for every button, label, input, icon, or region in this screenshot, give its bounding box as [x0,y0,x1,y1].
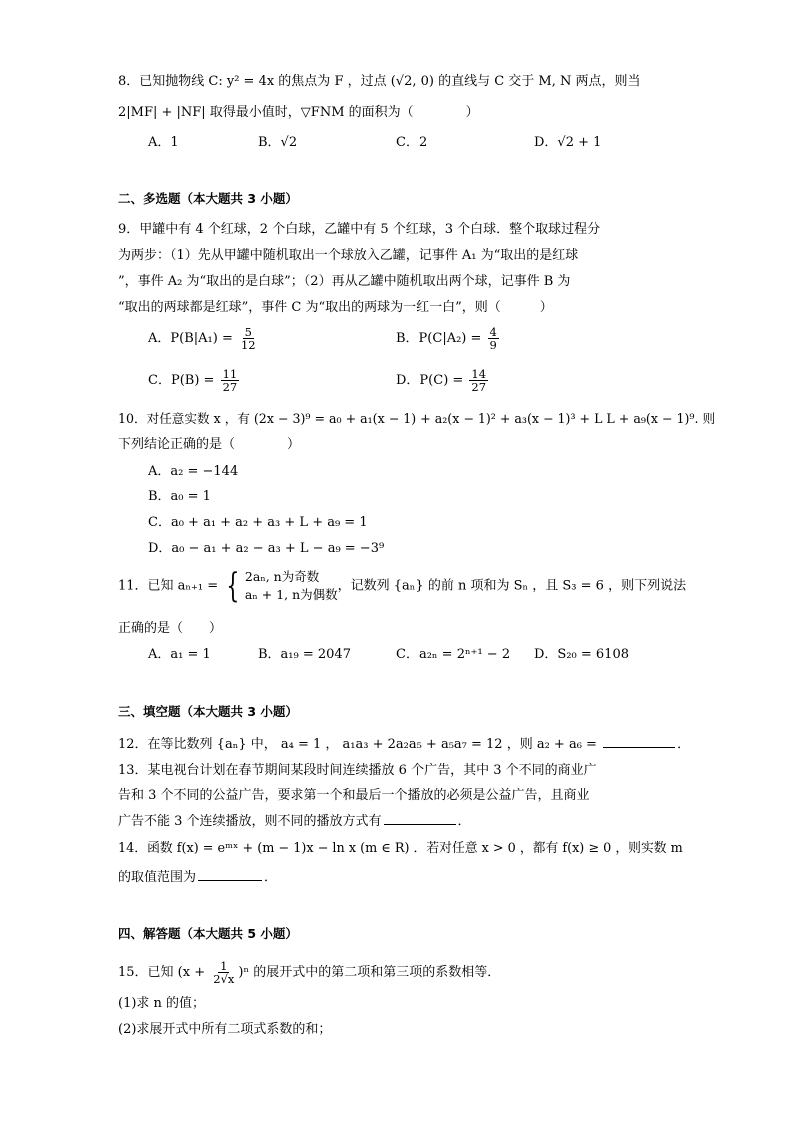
q13-line2: 告和 3 个不同的公益广告，要求第一个和最后一个播放的必须是公益广告，且商业 [118,788,590,803]
q9-option-c-fraction [221,368,240,393]
q8-line1: 8．已知抛物线 C: y² = 4x 的焦点为 F ，过点 (√2, 0) 的直线与 C 交于 M, N 两点，则当 [118,74,641,89]
q14-line2 [118,868,277,887]
q9-line1: 9．甲罐中有 4 个红球，2 个白球，乙罐中有 5 个红球，3 个白球．整个取球过程分 [118,222,601,237]
section-heading-fill-in: 三、填空题（本大题共 3 小题） [118,704,298,719]
q15-fraction [211,960,236,985]
section-heading-multiple-choice: 二、多选题（本大题共 3 小题） [118,191,298,206]
q15-part2: (2)求展开式中所有二项式系数的和； [118,1022,332,1037]
q15-line1 [118,960,500,985]
q9-option-d-label: D．P(C) = [396,373,468,388]
q9-option-b-label: B．P(C|A₂) = [396,331,486,346]
q9-option-a-fraction [239,326,258,351]
q15-prefix: 15．已知 (x + [118,965,210,980]
q12-answer-blank[interactable] [603,735,675,748]
q9-option-d-fraction [469,368,488,393]
q10-option-c: C．a₀ + a₁ + a₂ + a₃ + L + a₉ = 1 [148,515,368,530]
fraction-numerator: 5 [244,325,252,339]
q13-line1: 13．某电视台计划在春节期间某段时间连续播放 6 个广告，其中 3 个不同的商业广 [118,763,597,778]
q11-case-odd: 2aₙ, n为奇数 [244,569,320,584]
q8-option-d: D．√2 + 1 [534,135,602,150]
q12-line [118,735,690,754]
fraction-denominator: 27 [471,380,487,394]
left-brace-glyph: { [226,566,240,606]
q10-option-a: A．a₂ = −144 [148,464,239,479]
q13-answer-blank[interactable] [384,812,456,825]
q10-option-b: B．a₀ = 1 [148,489,211,504]
q14-answer-blank[interactable] [198,868,262,881]
q12-text: 12．在等比数列 {aₙ} 中， a₄ = 1 ， a₁a₃ + 2a₂a₅ + a₅a₇ = 12 ，则 a₂ + a₆ = [118,737,602,752]
fraction-numerator: 4 [489,325,497,339]
q9-option-c-label: C．P(B) = [148,373,219,388]
q9-line4: “取出的两球都是红球”，事件 C 为“取出的两球为一红一白”，则（ ） [118,300,553,315]
q9-option-c [148,368,241,393]
q10-option-d: D．a₀ − a₁ + a₂ − a₃ + L − a₉ = −3⁹ [148,541,385,556]
q11-option-b: B．a₁₉ = 2047 [258,647,351,662]
fraction-numerator: 14 [471,367,487,381]
fraction-numerator: 11 [222,367,238,381]
q13-text: 广告不能 3 个连续播放，则不同的播放方式有 [118,814,382,829]
q9-option-a [148,326,260,351]
q11-cases [245,568,338,604]
q9-option-a-label: A．P(B|A₁) = [148,331,237,346]
q14-line1: 14．函数 f(x) = eᵐˣ + (m − 1)x − ln x (m ∈ R) ．若对任意 x > 0 ，都有 f(x) ≥ 0 ，则实数 m [118,841,683,856]
q13-line3 [118,812,471,831]
q11-option-a: A．a₁ = 1 [148,647,211,662]
q13-end: ． [457,814,471,829]
fraction-denominator: 12 [240,338,256,352]
q11-line1 [118,568,686,604]
q8-option-b: B．√2 [258,135,298,150]
q15-part1: (1)求 n 的值； [118,996,206,1011]
q12-end: ． [677,737,691,752]
q9-line3: ”，事件 A₂ 为“取出的是白球”；（2）再从乙罐中随机取出两个球，记事件 B 为 [118,274,571,289]
q15-suffix: )ⁿ 的展开式中的第二项和第三项的系数相等． [238,965,501,980]
q8-line2: 2|MF| + |NF| 取得最小值时，▽FNM 的面积为（ ） [118,105,479,120]
q9-line2: 为两步：（1）先从甲罐中随机取出一个球放入乙罐，记事件 A₁ 为“取出的是红球 [118,248,579,263]
q10-line2: 下列结论正确的是（ ） [118,437,301,452]
q11-prefix: 11．已知 aₙ₊₁ = [118,578,223,594]
fraction-denominator: 2√x [213,972,235,986]
q11-option-c: C．a₂ₙ = 2ⁿ⁺¹ − 2 [396,647,511,662]
q11-case-even: aₙ + 1, n为偶数 [244,587,338,602]
q8-option-a: A．1 [148,135,179,150]
q11-suffix: ，记数列 {aₙ} 的前 n 项和为 Sₙ ，且 S₃ = 6 ，则下列说法 [337,578,687,594]
fraction-numerator: 1 [220,959,228,973]
q11-option-d: D．S₂₀ = 6108 [534,647,629,662]
q10-line1: 10．对任意实数 x ，有 (2x − 3)⁹ = a₀ + a₁(x − 1) + a₂(x − 1)² + a₃(x − 1)³ + L L + a₉(x − 1)⁹. 则 [118,411,716,426]
q11-piecewise [222,568,337,604]
q9-option-d [396,368,490,393]
q9-option-b [396,326,501,351]
section-heading-answer: 四、解答题（本大题共 5 小题） [118,926,298,941]
q11-line2: 正确的是（ ） [118,621,223,636]
q14-end: ． [264,870,278,885]
fraction-denominator: 9 [489,338,497,352]
q14-text: 的取值范围为 [118,870,197,885]
q9-option-b-fraction [488,326,499,351]
fraction-denominator: 27 [222,380,238,394]
q8-option-c: C．2 [396,135,428,150]
